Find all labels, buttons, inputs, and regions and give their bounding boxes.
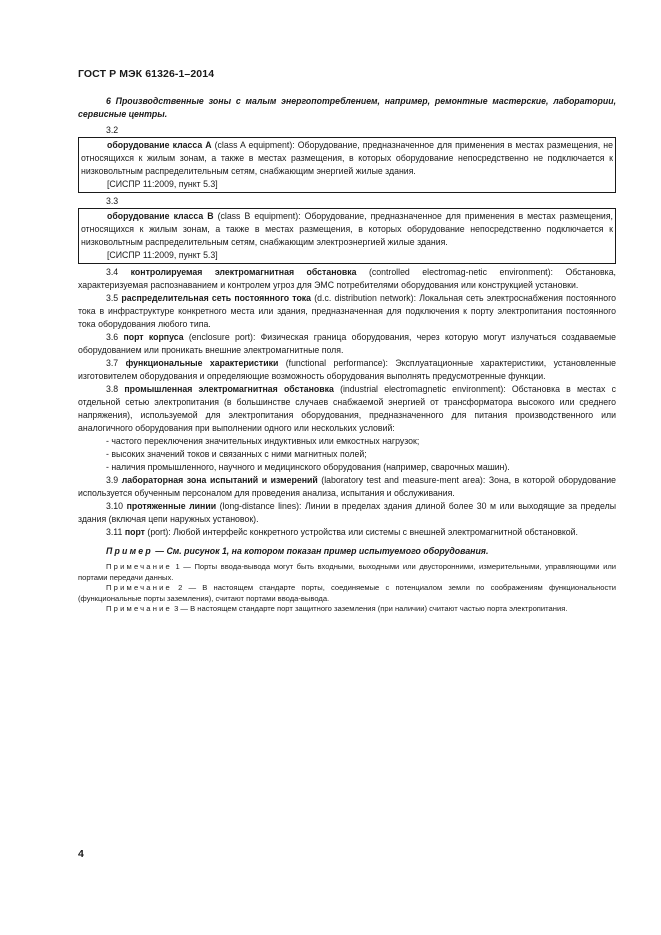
example-label: Пример [106, 546, 153, 556]
definition-3-3-text: (class В equipment): Оборудование, предназначенное для применения в местах размещения, относящихся к жилым зонам, а также в местах размещения, в которых оборудование непосредственно подключается к низковольтным распределительным сетям, снабжающим электроэнергией жилые здания. [81, 211, 613, 247]
source-3-3: [СИСПР 11:2009, пункт 5.3] [107, 250, 218, 260]
note-3 [78, 604, 616, 615]
section-3-3-number: 3.3 [106, 196, 119, 206]
term-3-8: промышленная электромагнитная обстановка [124, 384, 334, 394]
definition-3-10 [78, 500, 616, 526]
text-3-7: (functional performance): Эксплуатационные характеристики, установленные изготовителем оборудования и определяющие возможность оборудования выполнять предусмотренные функции. [78, 358, 616, 381]
number-3-9: 3.9 [106, 475, 122, 485]
definition-3-11 [78, 526, 616, 539]
condition-item: - высоких значений токов и связанных с ними магнитных полей; [106, 449, 367, 459]
text-3-8: (industrial electromagnetic environment): Обстановка в местах с отдельной сетью электропитания (в большинстве случаев снабжаемой энергией от трансформатора высокого или среднего напряжения), используемой для электропитания оборудования, предназначенного для питания производственного или аналогичного оборудования при выполнении одного или нескольких условий: [78, 384, 616, 433]
source-3-2: [СИСПР 11:2009, пункт 5.3] [107, 179, 218, 189]
number-3-11: 3.11 [106, 527, 125, 537]
text-3-6: (enclosure port): Физическая граница оборудования, через которую могут излучаться создаваемые оборудованием или проникать внешние электромагнитные поля. [78, 332, 616, 355]
text-3-11: (port): Любой интерфейс конкретного устройства или системы с внешней электромагнитной обстановкой. [144, 527, 578, 537]
number-3-10: 3.10 [106, 501, 127, 511]
term-3-9: лабораторная зона испытаний и измерений [121, 475, 318, 485]
number-3-7: 3.7 [106, 358, 126, 368]
number-3-5: 3.5 [106, 293, 122, 303]
term-3-4: контролируемая электромагнитная обстановка [130, 267, 357, 277]
page-header: ГОСТ Р МЭК 61326-1–2014 [78, 68, 215, 80]
text-3-4: (controlled electromag-netic environment): Обстановка, характеризуемая распознаванием и контролем угроз для ЭМС потребителями оборудования или конструкцией установки. [78, 267, 616, 290]
note-2 [78, 583, 616, 604]
term-3-2: оборудование класса А [107, 140, 212, 150]
term-3-11: порт [124, 527, 145, 537]
definition-3-4 [78, 266, 616, 292]
note-text: 2 — В настоящем стандарте порты, соединяемые с потенциалом земли по соображениям функциональности (функциональные порты заземления), считают портами ввода-вывода. [78, 583, 616, 603]
note-text: 1 — Порты ввода-вывода могут быть входными, выходными или двусторонними, измерительными, управляющими или портами передачи данных. [78, 562, 616, 582]
definition-3-8 [78, 383, 616, 435]
condition-item: - частого переключения значительных индуктивных или емкостных нагрузок; [106, 436, 420, 446]
definition-3-5 [78, 292, 616, 331]
page-number: 4 [78, 848, 84, 860]
example-paragraph [78, 545, 616, 558]
text-3-5: (d.c. distribution network): Локальная сеть электроснабжения постоянного тока в инфраструктуре конкретного места или здания, предназначенная для подключения к порту электропитания постоянного тока оборудования любого типа. [78, 293, 616, 329]
text-3-10: (long-distance lines): Линии в пределах здания длиной более 30 м или выходящие за пределы здания (включая цепи наружных установок). [78, 501, 616, 524]
term-3-6: порт корпуса [123, 332, 184, 342]
definition-3-7 [78, 357, 616, 383]
definition-3-3 [81, 210, 613, 249]
term-3-10: протяженные линии [126, 501, 217, 511]
item-6: 6 Производственные зоны с малым энергопотреблением, например, ремонтные мастерские, лаборатории, сервисные центры. [78, 96, 616, 119]
condition-item: - наличия промышленного, научного и медицинского оборудования (например, сварочных машин). [106, 462, 510, 472]
text-3-9: (laboratory test and measure-ment area): Зона, в которой оборудование используется обученным персоналом для проведения анализа, испытания и обслуживания. [78, 475, 616, 498]
note-text: 3 — В настоящем стандарте порт защитного заземления (при наличии) считают частью порта электропитания. [171, 604, 568, 614]
note-label: Примечание [106, 604, 172, 614]
term-3-3: оборудование класса В [107, 211, 214, 221]
number-3-8: 3.8 [106, 384, 125, 394]
number-3-6: 3.6 [106, 332, 124, 342]
definition-box-3-2 [78, 137, 616, 193]
page-body [78, 93, 616, 615]
definition-3-2 [81, 139, 613, 178]
note-1 [78, 562, 616, 583]
number-3-4: 3.4 [106, 267, 131, 277]
term-3-7: функциональные характеристики [125, 358, 279, 368]
note-label: Примечание [106, 562, 172, 571]
definition-3-9 [78, 474, 616, 500]
section-3-2-number: 3.2 [106, 125, 119, 135]
term-3-5: распределительная сеть постоянного тока [121, 293, 312, 303]
example-text: — См. рисунок 1, на котором показан пример испытуемого оборудования. [152, 546, 489, 556]
definition-box-3-3 [78, 208, 616, 264]
definition-3-2-text: (class A equipment): Оборудование, предназначенное для применения в местах размещения, не относящихся к жилым зонам, а также в местах размещения, в которых оборудование непосредственно не подключается к низковольтным распределительным сетям, снабжающим энергией жилые здания. [81, 140, 613, 176]
note-label: Примечание [106, 583, 172, 593]
definition-3-6 [78, 331, 616, 357]
